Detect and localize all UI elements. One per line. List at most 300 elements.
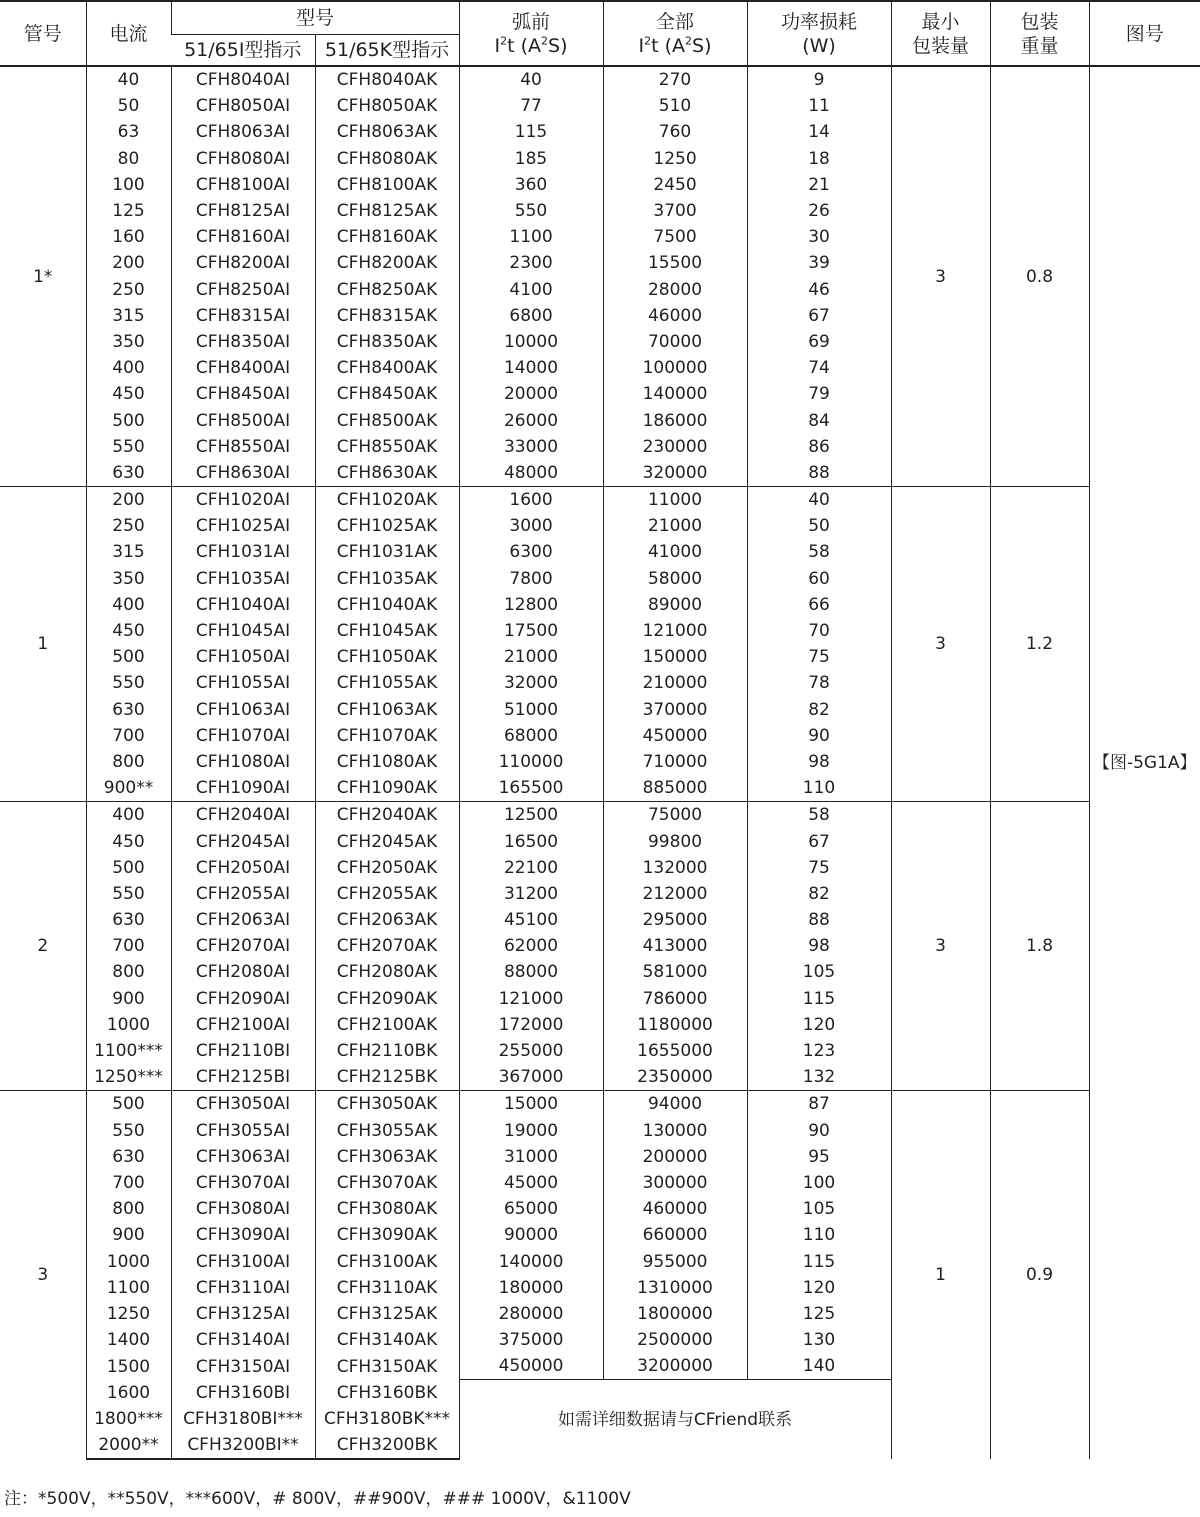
cell-model-i: CFH3140AI <box>171 1327 315 1353</box>
cell-model-k: CFH8080AK <box>315 146 459 172</box>
table-row <box>0 66 1200 93</box>
cell-power-loss: 86 <box>747 434 891 460</box>
cell-current: 550 <box>86 434 171 460</box>
cell-model-k: CFH8040AK <box>315 66 459 93</box>
cell-prearc-i2t: 12800 <box>459 592 603 618</box>
cell-current: 500 <box>86 407 171 433</box>
cell-prearc-i2t: 280000 <box>459 1301 603 1327</box>
table-row <box>0 487 1200 514</box>
cell-model-k: CFH3110AK <box>315 1275 459 1301</box>
cell-model-k: CFH2040AK <box>315 802 459 829</box>
cell-total-i2t: 7500 <box>603 224 747 250</box>
cell-current: 1800*** <box>86 1406 171 1432</box>
contact-note: 如需详细数据请与CFriend联系 <box>459 1380 891 1460</box>
cell-model-k: CFH8550AK <box>315 434 459 460</box>
cell-total-i2t: 3700 <box>603 198 747 224</box>
voltage-footnote: 注：*500V，**550V，***600V，# 800V，##900V，### 1000V，&1100V <box>4 1489 631 1509</box>
cell-prearc-i2t: 88000 <box>459 959 603 985</box>
cell-model-i: CFH2100AI <box>171 1012 315 1038</box>
cell-model-i: CFH2070AI <box>171 933 315 959</box>
cell-prearc-i2t: 48000 <box>459 460 603 487</box>
cell-prearc-i2t: 65000 <box>459 1196 603 1222</box>
cell-prearc-i2t: 26000 <box>459 407 603 433</box>
cell-model-i: CFH1025AI <box>171 513 315 539</box>
cell-model-k: CFH2070AK <box>315 933 459 959</box>
cell-prearc-i2t: 110000 <box>459 749 603 775</box>
cell-model-k: CFH8400AK <box>315 355 459 381</box>
cell-model-k: CFH3160BK <box>315 1380 459 1406</box>
cell-power-loss: 46 <box>747 277 891 303</box>
header-pipe: 管号 <box>0 1 86 66</box>
header-total: 全部 $I^2t$ $(A^2S)$ <box>603 1 747 66</box>
cell-model-k: CFH8630AK <box>315 460 459 487</box>
cell-total-i2t: 130000 <box>603 1118 747 1144</box>
cell-model-i: CFH1080AI <box>171 749 315 775</box>
cell-prearc-i2t: 21000 <box>459 644 603 670</box>
cell-total-i2t: 295000 <box>603 907 747 933</box>
cell-prearc-i2t: 172000 <box>459 1012 603 1038</box>
cell-model-i: CFH8050AI <box>171 93 315 119</box>
cell-current: 700 <box>86 933 171 959</box>
cell-power-loss: 130 <box>747 1327 891 1353</box>
cell-current: 550 <box>86 1118 171 1144</box>
cell-prearc-i2t: 2300 <box>459 250 603 276</box>
cell-power-loss: 120 <box>747 1012 891 1038</box>
cell-total-i2t: 2450 <box>603 172 747 198</box>
cell-model-k: CFH8250AK <box>315 277 459 303</box>
cell-current: 500 <box>86 644 171 670</box>
cell-model-k: CFH8450AK <box>315 381 459 407</box>
cell-current: 900 <box>86 986 171 1012</box>
cell-prearc-i2t: 185 <box>459 146 603 172</box>
cell-prearc-i2t: 367000 <box>459 1064 603 1091</box>
cell-power-loss: 98 <box>747 749 891 775</box>
cell-prearc-i2t: 45100 <box>459 907 603 933</box>
cell-model-k: CFH1040AK <box>315 592 459 618</box>
cell-power-loss: 70 <box>747 618 891 644</box>
cell-model-i: CFH8200AI <box>171 250 315 276</box>
cell-power-loss: 58 <box>747 802 891 829</box>
cell-total-i2t: 1800000 <box>603 1301 747 1327</box>
cell-power-loss: 90 <box>747 723 891 749</box>
cell-power-loss: 50 <box>747 513 891 539</box>
cell-total-i2t: 15500 <box>603 250 747 276</box>
cell-current: 315 <box>86 303 171 329</box>
header-figure: 图号 <box>1089 1 1200 66</box>
cell-current: 1600 <box>86 1380 171 1406</box>
cell-model-i: CFH8450AI <box>171 381 315 407</box>
cell-power-loss: 67 <box>747 303 891 329</box>
cell-current: 450 <box>86 618 171 644</box>
cell-current: 800 <box>86 959 171 985</box>
cell-model-k: CFH2045AK <box>315 828 459 854</box>
cell-current: 350 <box>86 566 171 592</box>
cell-total-i2t: 1655000 <box>603 1038 747 1064</box>
cell-total-i2t: 140000 <box>603 381 747 407</box>
cell-model-i: CFH2090AI <box>171 986 315 1012</box>
cell-model-k: CFH1050AK <box>315 644 459 670</box>
cell-power-loss: 100 <box>747 1170 891 1196</box>
cell-model-k: CFH3080AK <box>315 1196 459 1222</box>
cell-total-i2t: 370000 <box>603 697 747 723</box>
cell-power-loss: 115 <box>747 1248 891 1274</box>
cell-prearc-i2t: 68000 <box>459 723 603 749</box>
cell-power-loss: 9 <box>747 66 891 93</box>
cell-power-loss: 110 <box>747 775 891 802</box>
cell-total-i2t: 760 <box>603 119 747 145</box>
cell-min-pack: 3 <box>891 487 990 802</box>
cell-power-loss: 58 <box>747 539 891 565</box>
cell-model-k: CFH2090AK <box>315 986 459 1012</box>
cell-total-i2t: 3200000 <box>603 1353 747 1380</box>
cell-model-i: CFH1090AI <box>171 775 315 802</box>
cell-model-k: CFH3180BK*** <box>315 1406 459 1432</box>
cell-prearc-i2t: 40 <box>459 66 603 93</box>
cell-model-k: CFH8500AK <box>315 407 459 433</box>
cell-model-i: CFH2045AI <box>171 828 315 854</box>
cell-power-loss: 14 <box>747 119 891 145</box>
cell-model-k: CFH3063AK <box>315 1144 459 1170</box>
cell-min-pack: 3 <box>891 802 990 1091</box>
cell-pipe: 3 <box>0 1091 86 1460</box>
cell-current: 350 <box>86 329 171 355</box>
cell-prearc-i2t: 12500 <box>459 802 603 829</box>
cell-total-i2t: 2500000 <box>603 1327 747 1353</box>
cell-total-i2t: 2350000 <box>603 1064 747 1091</box>
cell-prearc-i2t: 32000 <box>459 670 603 696</box>
cell-min-pack: 3 <box>891 66 990 487</box>
cell-model-k: CFH8350AK <box>315 329 459 355</box>
cell-current: 80 <box>86 146 171 172</box>
cell-model-i: CFH3200BI** <box>171 1432 315 1459</box>
cell-model-k: CFH8063AK <box>315 119 459 145</box>
header-model-k: 51/65K型指示 <box>315 35 459 67</box>
cell-model-k: CFH2125BK <box>315 1064 459 1091</box>
cell-model-i: CFH8040AI <box>171 66 315 93</box>
cell-prearc-i2t: 115 <box>459 119 603 145</box>
cell-current: 1000 <box>86 1248 171 1274</box>
cell-model-k: CFH8100AK <box>315 172 459 198</box>
cell-current: 100 <box>86 172 171 198</box>
header-model: 型号 <box>171 1 459 35</box>
cell-current: 400 <box>86 592 171 618</box>
cell-prearc-i2t: 255000 <box>459 1038 603 1064</box>
cell-model-k: CFH2110BK <box>315 1038 459 1064</box>
cell-min-pack: 1 <box>891 1091 990 1460</box>
cell-current: 40 <box>86 66 171 93</box>
cell-current: 1000 <box>86 1012 171 1038</box>
header-current: 电流 <box>86 1 171 66</box>
cell-power-loss: 11 <box>747 93 891 119</box>
cell-prearc-i2t: 51000 <box>459 697 603 723</box>
cell-model-i: CFH8315AI <box>171 303 315 329</box>
cell-power-loss: 95 <box>747 1144 891 1170</box>
cell-current: 2000** <box>86 1432 171 1459</box>
cell-power-loss: 74 <box>747 355 891 381</box>
cell-model-k: CFH3070AK <box>315 1170 459 1196</box>
cell-prearc-i2t: 62000 <box>459 933 603 959</box>
cell-model-i: CFH3055AI <box>171 1118 315 1144</box>
cell-prearc-i2t: 14000 <box>459 355 603 381</box>
cell-current: 50 <box>86 93 171 119</box>
cell-model-k: CFH3090AK <box>315 1222 459 1248</box>
cell-prearc-i2t: 16500 <box>459 828 603 854</box>
cell-model-i: CFH8500AI <box>171 407 315 433</box>
cell-model-i: CFH2080AI <box>171 959 315 985</box>
cell-model-k: CFH3150AK <box>315 1353 459 1380</box>
cell-current: 550 <box>86 881 171 907</box>
cell-current: 1400 <box>86 1327 171 1353</box>
cell-total-i2t: 660000 <box>603 1222 747 1248</box>
cell-total-i2t: 212000 <box>603 881 747 907</box>
cell-pipe: 1* <box>0 66 86 487</box>
cell-current: 700 <box>86 1170 171 1196</box>
cell-current: 450 <box>86 381 171 407</box>
header-prearc: 弧前 $I^2t$ $(A^2S)$ <box>459 1 603 66</box>
cell-current: 500 <box>86 855 171 881</box>
cell-current: 1500 <box>86 1353 171 1380</box>
cell-prearc-i2t: 121000 <box>459 986 603 1012</box>
cell-model-i: CFH1031AI <box>171 539 315 565</box>
cell-power-loss: 26 <box>747 198 891 224</box>
cell-total-i2t: 1310000 <box>603 1275 747 1301</box>
cell-current: 630 <box>86 460 171 487</box>
cell-model-k: CFH3200BK <box>315 1432 459 1459</box>
cell-power-loss: 79 <box>747 381 891 407</box>
cell-prearc-i2t: 7800 <box>459 566 603 592</box>
header-power-loss: 功率损耗 (W) <box>747 1 891 66</box>
cell-total-i2t: 75000 <box>603 802 747 829</box>
cell-model-k: CFH1025AK <box>315 513 459 539</box>
cell-prearc-i2t: 550 <box>459 198 603 224</box>
cell-model-k: CFH3100AK <box>315 1248 459 1274</box>
cell-power-loss: 98 <box>747 933 891 959</box>
cell-current: 125 <box>86 198 171 224</box>
cell-model-k: CFH8050AK <box>315 93 459 119</box>
cell-power-loss: 75 <box>747 644 891 670</box>
cell-total-i2t: 955000 <box>603 1248 747 1274</box>
cell-prearc-i2t: 45000 <box>459 1170 603 1196</box>
cell-total-i2t: 270 <box>603 66 747 93</box>
cell-current: 900 <box>86 1222 171 1248</box>
cell-model-k: CFH1063AK <box>315 697 459 723</box>
cell-power-loss: 69 <box>747 329 891 355</box>
cell-model-i: CFH3110AI <box>171 1275 315 1301</box>
cell-prearc-i2t: 3000 <box>459 513 603 539</box>
cell-power-loss: 66 <box>747 592 891 618</box>
cell-prearc-i2t: 90000 <box>459 1222 603 1248</box>
cell-model-k: CFH1090AK <box>315 775 459 802</box>
cell-model-i: CFH1070AI <box>171 723 315 749</box>
header-min-pack: 最小 包装量 <box>891 1 990 66</box>
cell-model-i: CFH1055AI <box>171 670 315 696</box>
cell-total-i2t: 200000 <box>603 1144 747 1170</box>
cell-power-loss: 105 <box>747 959 891 985</box>
cell-total-i2t: 46000 <box>603 303 747 329</box>
cell-power-loss: 132 <box>747 1064 891 1091</box>
cell-power-loss: 30 <box>747 224 891 250</box>
cell-total-i2t: 710000 <box>603 749 747 775</box>
cell-power-loss: 21 <box>747 172 891 198</box>
cell-power-loss: 60 <box>747 566 891 592</box>
cell-prearc-i2t: 20000 <box>459 381 603 407</box>
cell-model-i: CFH3080AI <box>171 1196 315 1222</box>
cell-model-i: CFH8400AI <box>171 355 315 381</box>
cell-prearc-i2t: 1600 <box>459 487 603 514</box>
cell-current: 63 <box>86 119 171 145</box>
cell-total-i2t: 885000 <box>603 775 747 802</box>
cell-model-k: CFH2050AK <box>315 855 459 881</box>
cell-current: 630 <box>86 697 171 723</box>
cell-total-i2t: 300000 <box>603 1170 747 1196</box>
cell-total-i2t: 150000 <box>603 644 747 670</box>
cell-model-k: CFH3140AK <box>315 1327 459 1353</box>
cell-power-loss: 39 <box>747 250 891 276</box>
cell-prearc-i2t: 19000 <box>459 1118 603 1144</box>
table-row <box>0 1091 1200 1118</box>
cell-current: 1100*** <box>86 1038 171 1064</box>
cell-total-i2t: 460000 <box>603 1196 747 1222</box>
cell-current: 250 <box>86 277 171 303</box>
cell-power-loss: 84 <box>747 407 891 433</box>
cell-total-i2t: 230000 <box>603 434 747 460</box>
cell-figure: 【图-5G1A】 <box>1089 66 1200 1459</box>
cell-model-i: CFH1020AI <box>171 487 315 514</box>
cell-model-i: CFH3090AI <box>171 1222 315 1248</box>
cell-current: 700 <box>86 723 171 749</box>
cell-prearc-i2t: 180000 <box>459 1275 603 1301</box>
cell-model-i: CFH8080AI <box>171 146 315 172</box>
cell-current: 900** <box>86 775 171 802</box>
cell-model-i: CFH2055AI <box>171 881 315 907</box>
cell-model-i: CFH8630AI <box>171 460 315 487</box>
cell-current: 315 <box>86 539 171 565</box>
cell-model-i: CFH3125AI <box>171 1301 315 1327</box>
cell-model-i: CFH1050AI <box>171 644 315 670</box>
cell-model-k: CFH2055AK <box>315 881 459 907</box>
cell-power-loss: 67 <box>747 828 891 854</box>
cell-model-k: CFH1080AK <box>315 749 459 775</box>
cell-power-loss: 125 <box>747 1301 891 1327</box>
cell-prearc-i2t: 31000 <box>459 1144 603 1170</box>
cell-prearc-i2t: 6300 <box>459 539 603 565</box>
cell-prearc-i2t: 165500 <box>459 775 603 802</box>
cell-model-i: CFH8160AI <box>171 224 315 250</box>
cell-current: 630 <box>86 907 171 933</box>
cell-pipe: 1 <box>0 487 86 802</box>
cell-power-loss: 82 <box>747 881 891 907</box>
cell-prearc-i2t: 4100 <box>459 277 603 303</box>
header-model-i: 51/65I型指示 <box>171 35 315 67</box>
cell-prearc-i2t: 31200 <box>459 881 603 907</box>
cell-prearc-i2t: 6800 <box>459 303 603 329</box>
cell-model-k: CFH8200AK <box>315 250 459 276</box>
cell-power-loss: 90 <box>747 1118 891 1144</box>
cell-prearc-i2t: 140000 <box>459 1248 603 1274</box>
cell-current: 800 <box>86 1196 171 1222</box>
cell-model-k: CFH3125AK <box>315 1301 459 1327</box>
cell-model-k: CFH2063AK <box>315 907 459 933</box>
cell-power-loss: 120 <box>747 1275 891 1301</box>
cell-prearc-i2t: 15000 <box>459 1091 603 1118</box>
cell-total-i2t: 100000 <box>603 355 747 381</box>
cell-total-i2t: 132000 <box>603 855 747 881</box>
cell-model-k: CFH8160AK <box>315 224 459 250</box>
cell-current: 1250*** <box>86 1064 171 1091</box>
cell-power-loss: 140 <box>747 1353 891 1380</box>
cell-pipe: 2 <box>0 802 86 1091</box>
cell-total-i2t: 786000 <box>603 986 747 1012</box>
cell-model-i: CFH8550AI <box>171 434 315 460</box>
cell-power-loss: 105 <box>747 1196 891 1222</box>
cell-model-k: CFH1020AK <box>315 487 459 514</box>
cell-model-i: CFH2040AI <box>171 802 315 829</box>
cell-current: 200 <box>86 250 171 276</box>
cell-power-loss: 75 <box>747 855 891 881</box>
cell-model-i: CFH2125BI <box>171 1064 315 1091</box>
cell-total-i2t: 510 <box>603 93 747 119</box>
cell-model-i: CFH3100AI <box>171 1248 315 1274</box>
cell-pack-weight: 0.9 <box>990 1091 1089 1460</box>
cell-model-k: CFH1045AK <box>315 618 459 644</box>
cell-prearc-i2t: 33000 <box>459 434 603 460</box>
cell-current: 1100 <box>86 1275 171 1301</box>
cell-prearc-i2t: 77 <box>459 93 603 119</box>
cell-current: 1250 <box>86 1301 171 1327</box>
cell-model-i: CFH1045AI <box>171 618 315 644</box>
cell-model-i: CFH8063AI <box>171 119 315 145</box>
cell-total-i2t: 1250 <box>603 146 747 172</box>
cell-model-i: CFH8250AI <box>171 277 315 303</box>
cell-current: 630 <box>86 1144 171 1170</box>
cell-prearc-i2t: 22100 <box>459 855 603 881</box>
cell-power-loss: 18 <box>747 146 891 172</box>
cell-model-i: CFH3063AI <box>171 1144 315 1170</box>
table-row <box>0 802 1200 829</box>
cell-total-i2t: 121000 <box>603 618 747 644</box>
cell-total-i2t: 1180000 <box>603 1012 747 1038</box>
cell-total-i2t: 186000 <box>603 407 747 433</box>
cell-current: 400 <box>86 355 171 381</box>
cell-total-i2t: 58000 <box>603 566 747 592</box>
cell-prearc-i2t: 360 <box>459 172 603 198</box>
cell-prearc-i2t: 17500 <box>459 618 603 644</box>
cell-current: 160 <box>86 224 171 250</box>
cell-total-i2t: 11000 <box>603 487 747 514</box>
cell-total-i2t: 320000 <box>603 460 747 487</box>
cell-model-i: CFH3050AI <box>171 1091 315 1118</box>
cell-model-i: CFH8100AI <box>171 172 315 198</box>
cell-total-i2t: 21000 <box>603 513 747 539</box>
cell-total-i2t: 28000 <box>603 277 747 303</box>
cell-prearc-i2t: 10000 <box>459 329 603 355</box>
cell-power-loss: 82 <box>747 697 891 723</box>
cell-current: 450 <box>86 828 171 854</box>
cell-model-i: CFH3160BI <box>171 1380 315 1406</box>
header-pack-weight: 包装 重量 <box>990 1 1089 66</box>
cell-prearc-i2t: 375000 <box>459 1327 603 1353</box>
cell-model-i: CFH8125AI <box>171 198 315 224</box>
cell-current: 500 <box>86 1091 171 1118</box>
cell-power-loss: 88 <box>747 907 891 933</box>
cell-total-i2t: 450000 <box>603 723 747 749</box>
cell-model-i: CFH1035AI <box>171 566 315 592</box>
cell-total-i2t: 413000 <box>603 933 747 959</box>
cell-model-k: CFH8125AK <box>315 198 459 224</box>
cell-current: 550 <box>86 670 171 696</box>
cell-model-i: CFH3070AI <box>171 1170 315 1196</box>
cell-model-k: CFH1070AK <box>315 723 459 749</box>
